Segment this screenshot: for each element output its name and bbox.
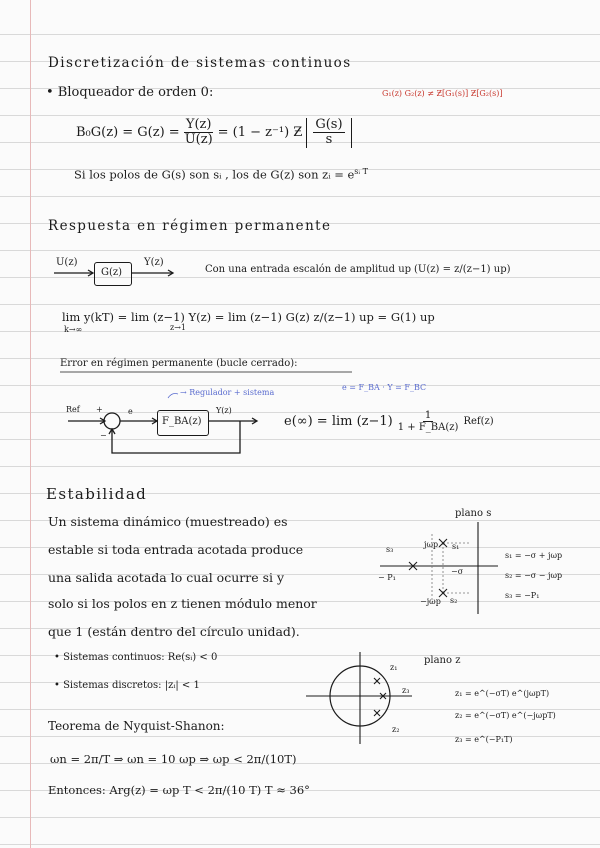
zoh-eq-inner-num: G(s) [315,117,343,132]
entonces-equation: Entonces: Arg(z) = ωp T < 2π/(10 T) T ≈ 36° [48,783,310,797]
s1-definition: s₁ = −σ + jωp [505,551,563,560]
s2-definition: s₂ = −σ − jωp [505,571,563,580]
loop-plus-sign: + [96,405,103,414]
error-eq-lhs: e(∞) = lim (z−1) [284,414,393,429]
block-output-label: Y(z) [144,257,164,268]
stability-line-4: solo si los polos en z tienen módulo menor [48,596,317,611]
stability-line-5: que 1 (están dentro del círculo unidad). [48,624,300,639]
limit-subscript-k: k→∞ [64,325,83,334]
z3-label: z₃ [402,686,410,695]
stability-line-1: Un sistema dinámico (muestreado) es [48,514,288,529]
z2-definition: z₂ = e^(−σT) e^(−jωpT) [455,711,556,720]
sigma-label: −σ [451,567,464,576]
stability-line-2: estable si toda entrada acotada produce [48,542,304,557]
section2-title: Respuesta en régimen permanente [48,218,332,234]
blue-error-note: e = F_BA · Y = F_BC [342,383,427,392]
nyquist-equation: ωn = 2π/T ⇒ ωn = 10 ωp ⇒ ωp < 2π/(10T) [50,752,297,766]
final-value-equation: lim y(kT) = lim (z−1) Y(z) = lim (z−1) G(z) z/(z−1) up = G(1) up [62,310,435,324]
loop-error-label: e [128,407,133,416]
blue-regulator-note: → Regulador + sistema [180,388,275,397]
error-eq-num: 1 [424,410,432,421]
error-eq-rhs: Ref(z) [463,415,494,427]
minus-jwp-label: −jωp [420,597,441,606]
poles-text: Si los polos de G(s) son sᵢ , los de G(z) son zᵢ = e [74,167,355,182]
z1-definition: z₁ = e^(−σT) e^(jωpT) [455,689,550,698]
zoh-eq-inner-den: s [325,132,333,148]
s3-label: s₃ [386,545,394,554]
p1-label: − P₁ [378,573,396,582]
s3-definition: s₃ = −P₁ [505,591,540,600]
fba-block-label: F_BA(z) [162,416,202,427]
loop-ref-label: Ref [66,405,80,414]
zoh-eq-lhs: B₀G(z) = G(z) = [76,125,180,141]
zoh-bullet: • Bloqueador de orden 0: [46,85,214,100]
steady-state-error-title: Error en régimen permanente (bucle cerrado): [60,358,298,369]
z-plane-poles [374,678,386,716]
s-plane-poles [409,539,447,597]
error-eq-den: 1 + F_BA(z) [397,422,459,433]
summing-junction [104,413,120,429]
poles-exponent: sᵢ T [354,167,368,176]
loop-output-label: Y(z) [216,406,232,415]
zoh-eq-den: U(z) [184,132,213,148]
jwp-label: jωp [424,540,439,549]
plane-z-label: plano z [424,655,461,666]
section1-title: Discretización de sistemas continuos [48,55,352,71]
z1-label: z₁ [390,663,398,672]
g-block-label: G(z) [101,267,123,278]
zoh-eq-num: Y(z) [185,117,212,132]
nyquist-title: Teorema de Nyquist-Shanon: [48,719,225,733]
step-input-text: Con una entrada escalón de amplitud up [205,264,412,275]
feedback-path [112,421,240,453]
step-input-equation: (U(z) = z/(z−1) up) [414,264,511,275]
zoh-eq-mid: = (1 − z⁻¹) Ƶ [217,125,303,141]
plane-s-label: plano s [455,508,492,519]
red-inequality-note: G₁(z) G₂(z) ≠ Ƶ[G₁(s)] Ƶ[G₂(s)] [382,89,503,98]
z3-definition: z₃ = e^(−P₁T) [455,735,513,744]
s2-label: s₂ [450,596,458,605]
s1-label: s₁ [452,542,460,551]
bullet-continuous: • Sistemas continuos: Re(sᵢ) < 0 [54,652,218,663]
section3-title: Estabilidad [46,485,148,503]
stability-line-3: una salida acotada lo cual ocurre si y [48,570,285,585]
block-input-label: U(z) [56,257,78,268]
limit-subscript-z: z→1 [170,323,187,332]
loop-minus-sign: − [100,431,107,440]
z2-label: z₂ [392,725,400,734]
bullet-discrete: • Sistemas discretos: |zᵢ| < 1 [54,680,200,691]
